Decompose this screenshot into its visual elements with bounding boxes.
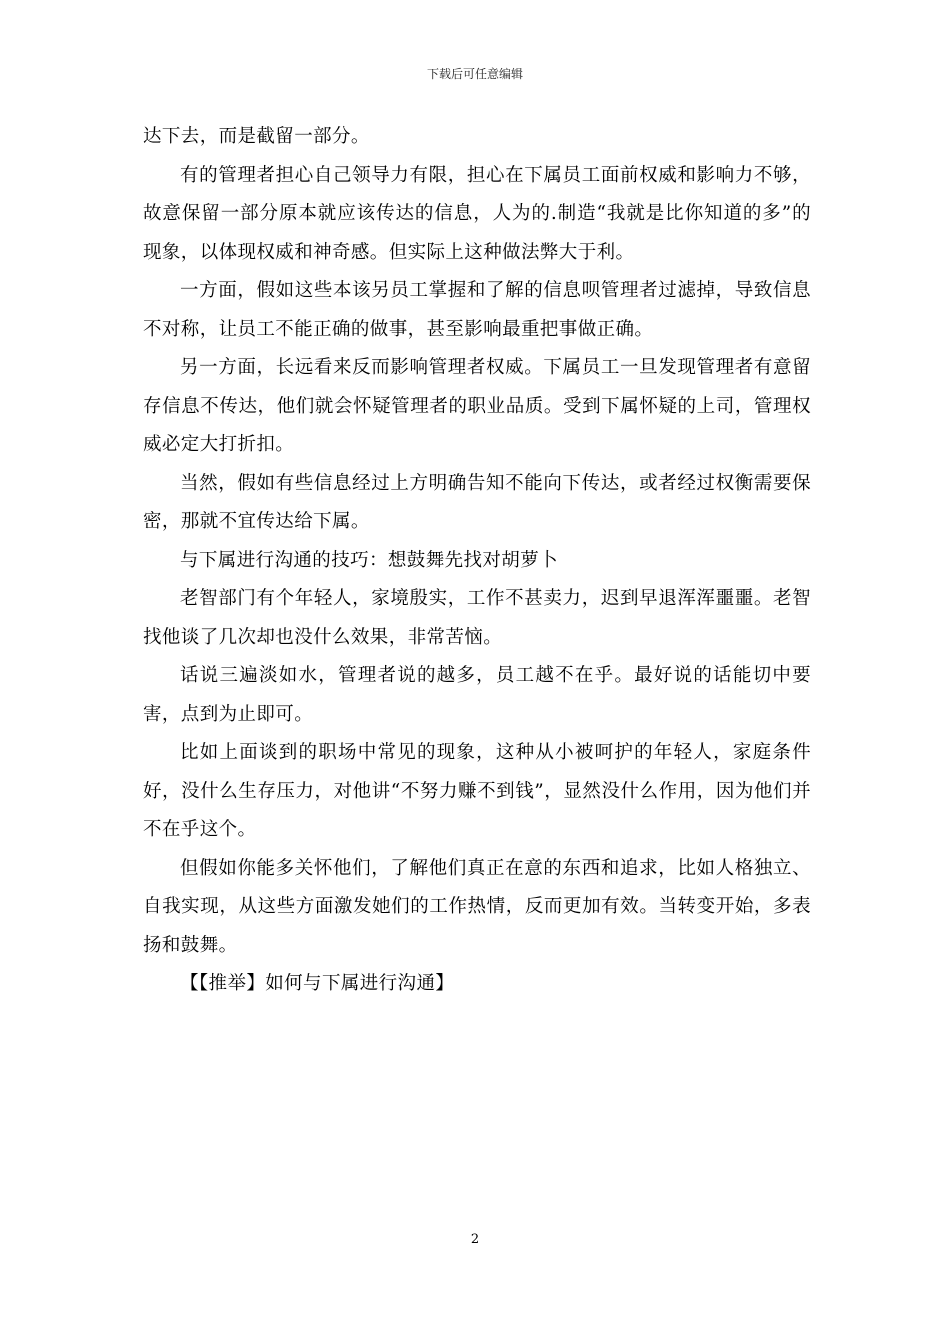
page-number: 2 (470, 1232, 480, 1247)
section-heading: 与下属进行沟通的技巧：想鼓舞先找对胡萝卜 (180, 549, 559, 571)
page-header: 下载后可任意编辑 (426, 67, 523, 81)
paragraph: 话说三遍淡如水，管理者说的越多，员工越不在乎。最好说的话能切中要害，点到为止即可。 (143, 665, 811, 725)
related-link-title: 【【推举】如何与下属进行沟通】 (180, 973, 455, 994)
paragraph: 达下去，而是截留一部分。 (143, 126, 370, 147)
paragraph: 当然，假如有些信息经过上方明确告知不能向下传达，或者经过权衡需要保密，那就不宜传达给下属。 (143, 472, 811, 532)
document-body (143, 118, 811, 1004)
paragraph: 比如上面谈到的职场中常见的现象，这种从小被呵护的年轻人，家庭条件好，没什么生存压力，对他讲“不努力赚不到钱”，显然没什么作用，因为他们并不在乎这个。 (143, 742, 811, 840)
paragraph: 有的管理者担心自己领导力有限，担心在下属员工面前权威和影响力不够，故意保留一部分原本就应该传达的信息，人为的.制造“我就是比你知道的多”的现象，以体现权威和神奇感。但实际上这种做法弊大于利。 (143, 164, 811, 263)
paragraph: 但假如你能多关怀他们，了解他们真正在意的东西和追求，比如人格独立、自我实现，从这些方面激发她们的工作热情，反而更加有效。当转变开始，多表扬和鼓舞。 (143, 857, 811, 956)
paragraph: 老智部门有个年轻人，家境殷实，工作不甚卖力，迟到早退浑浑噩噩。老智找他谈了几次却也没什么效果，非常苦恼。 (143, 588, 811, 648)
paragraph: 一方面，假如这些本该另员工掌握和了解的信息呗管理者过滤掉，导致信息不对称，让员工不能正确的做事，甚至影响最重把事做正确。 (143, 280, 811, 340)
paragraph: 另一方面，长远看来反而影响管理者权威。下属员工一旦发现管理者有意留存信息不传达，他们就会怀疑管理者的职业品质。受到下属怀疑的上司，管理权威必定大打折扣。 (143, 357, 811, 455)
